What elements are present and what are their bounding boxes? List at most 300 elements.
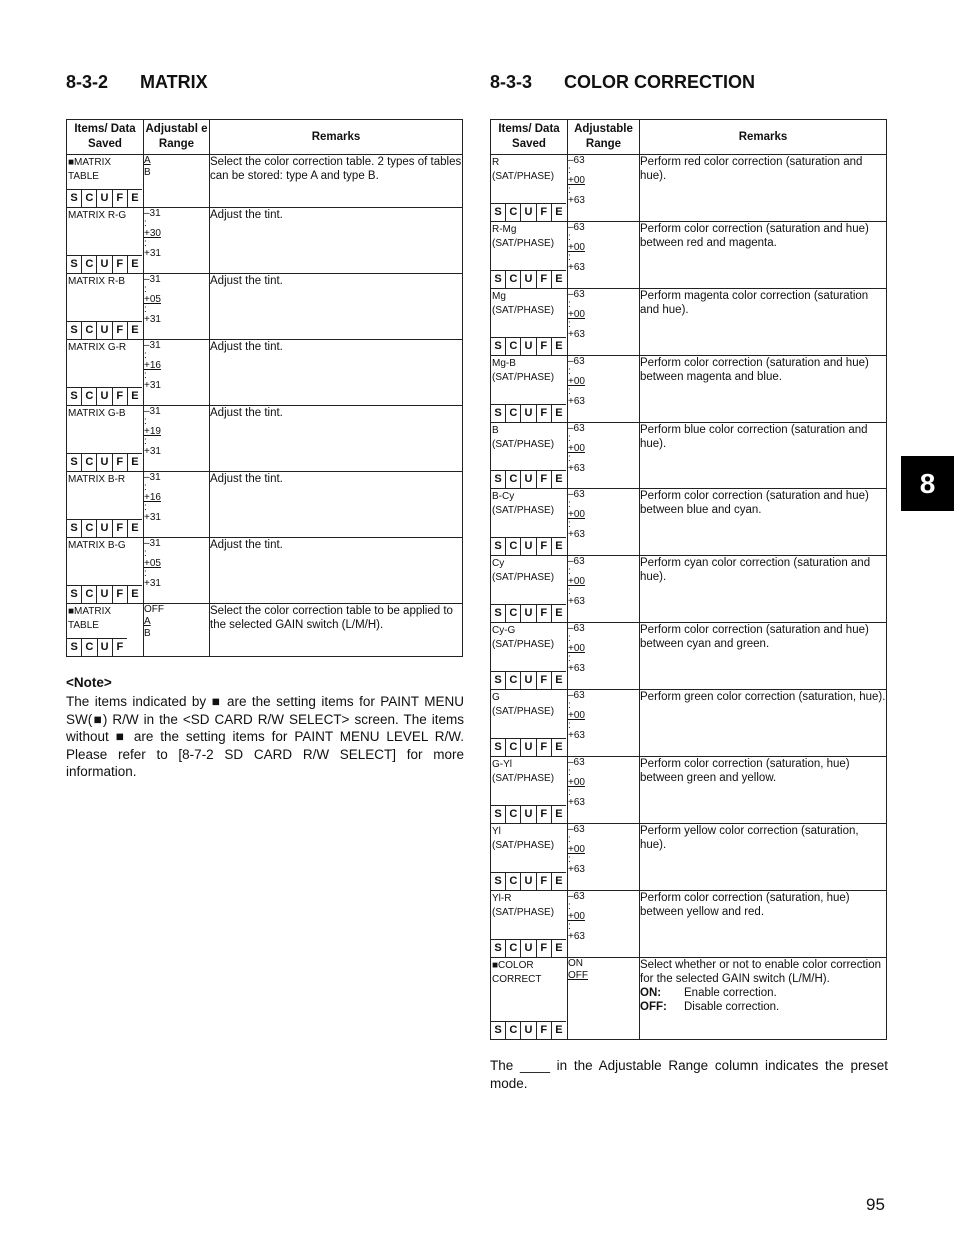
preset-mode-note: The ____ in the Adjustable Range column indicates the preset mode. <box>490 1058 888 1091</box>
remarks-option <box>640 986 886 1000</box>
item-name-line: R <box>492 157 500 168</box>
range-cell <box>568 489 640 556</box>
range-value: B <box>144 167 151 178</box>
range-preset-value: +30 <box>144 228 161 239</box>
flag-e: E <box>555 473 563 485</box>
item-name-line: MATRIX B-R <box>68 474 126 485</box>
range-cell <box>568 824 640 891</box>
remarks-cell <box>210 274 463 340</box>
flag-s: S <box>67 256 82 273</box>
range-value: –31 <box>144 340 161 351</box>
range-preset-value: A <box>144 155 151 166</box>
flag-e: E <box>555 206 563 218</box>
item-cell <box>491 891 568 958</box>
item-name-line: (SAT/PHASE) <box>492 305 555 316</box>
data-saved-flags <box>491 872 566 890</box>
item-name-line: TABLE <box>68 620 99 631</box>
flag-s: S <box>491 338 506 355</box>
flag-c: C <box>506 739 521 756</box>
range-value: –63 <box>568 623 585 634</box>
item-name <box>67 538 143 553</box>
note-body: The items indicated by ■ are the setting items for PAINT MENU SW(■) R/W in the <SD CARD R/W SELECT> screen. The items without ■ are the setting items for PAINT MENU LEVEL R/W. Please refer to [8-7-2 SD CARD R/W SELECT] for more information. <box>66 694 464 779</box>
range-value: : <box>568 519 571 530</box>
item-name <box>67 472 143 487</box>
flag-e: E <box>131 522 139 534</box>
flag-u: U <box>521 739 536 756</box>
range-cell <box>144 406 210 472</box>
flag-e: E <box>555 808 563 820</box>
item-name-line: TABLE <box>68 171 99 182</box>
flag-s: S <box>491 940 506 957</box>
item-name-line: MATRIX R-B <box>68 276 126 287</box>
data-saved-flags <box>491 805 566 823</box>
option-key: ON: <box>640 987 662 999</box>
flag-e: E <box>555 607 563 619</box>
item-cell <box>67 274 144 340</box>
range-preset-value: +05 <box>144 294 161 305</box>
data-saved-flags <box>67 255 142 273</box>
item-name-line: MATRIX G-B <box>68 408 126 419</box>
range-value: –63 <box>568 489 585 500</box>
table-row <box>491 690 887 757</box>
range-value: : <box>568 787 571 798</box>
data-saved-flags <box>491 404 566 422</box>
range-value: : <box>568 165 571 176</box>
flag-u: U <box>521 271 536 288</box>
item-name-line: (SAT/PHASE) <box>492 372 555 383</box>
flag-u: U <box>521 873 536 890</box>
item-name-line: (SAT/PHASE) <box>492 907 555 918</box>
range-value: +63 <box>568 797 585 808</box>
range-value: +31 <box>144 578 161 589</box>
range-value: : <box>144 350 147 361</box>
flag-u: U <box>97 454 112 471</box>
flag-c: C <box>506 806 521 823</box>
remarks-cell <box>640 623 887 690</box>
remarks-text: Perform red color correction (saturation and hue). <box>640 156 863 182</box>
table-row <box>67 340 463 406</box>
range-cell <box>568 958 640 1040</box>
flag-u: U <box>97 256 112 273</box>
table-row <box>67 208 463 274</box>
range-value: –63 <box>568 222 585 233</box>
range-value: : <box>568 453 571 464</box>
flag-u: U <box>521 338 536 355</box>
remarks-cell <box>640 556 887 623</box>
header-range: Adjustabl e Range <box>144 120 210 155</box>
range-value: +63 <box>568 663 585 674</box>
table-row <box>67 538 463 604</box>
item-name <box>491 423 567 452</box>
range-value: +63 <box>568 262 585 273</box>
flag-c: C <box>82 190 97 207</box>
item-cell <box>67 406 144 472</box>
remarks-cell <box>640 958 887 1040</box>
range-value: : <box>144 304 147 315</box>
flag-c: C <box>506 271 521 288</box>
remarks-text: Perform green color correction (saturation, hue). <box>640 691 886 703</box>
chapter-tab: 8 <box>901 456 954 511</box>
item-cell <box>491 824 568 891</box>
flag-e: E <box>131 324 139 336</box>
item-name <box>491 489 567 518</box>
flag-e: E <box>131 456 139 468</box>
item-name <box>67 340 143 355</box>
data-saved-flags <box>67 519 142 537</box>
table-row <box>491 757 887 824</box>
flag-e: E <box>131 258 139 270</box>
remarks-text: Adjust the tint. <box>210 341 283 353</box>
section-number: 8-3-2 <box>66 72 109 92</box>
range-value: –31 <box>144 472 161 483</box>
flag-u: U <box>521 405 536 422</box>
flag-u: U <box>521 1022 536 1039</box>
range-value: –63 <box>568 556 585 567</box>
flag-f: F <box>537 940 552 957</box>
flag-e: E <box>555 340 563 352</box>
flag-u: U <box>521 538 536 555</box>
item-name-line: CORRECT <box>492 974 542 985</box>
remarks-text: Adjust the tint. <box>210 209 283 221</box>
flag-c: C <box>82 454 97 471</box>
range-preset-value: +00 <box>568 844 585 855</box>
flag-c: C <box>506 605 521 622</box>
flag-c: C <box>506 672 521 689</box>
item-name-line: Yl-R <box>492 893 512 904</box>
range-value: : <box>568 566 571 577</box>
flag-f: F <box>113 520 128 537</box>
flag-u: U <box>97 520 112 537</box>
item-cell <box>67 604 144 657</box>
item-name <box>67 604 143 633</box>
data-saved-flags <box>491 337 566 355</box>
flag-f: F <box>537 873 552 890</box>
flag-f: F <box>537 806 552 823</box>
range-value: : <box>144 238 147 249</box>
section-title-color-correction <box>490 72 755 93</box>
flag-s: S <box>67 639 82 656</box>
range-cell <box>568 222 640 289</box>
range-value: : <box>144 370 147 381</box>
range-cell <box>144 538 210 604</box>
flag-f: F <box>537 1022 552 1039</box>
flag-u: U <box>97 190 112 207</box>
range-value: +63 <box>568 195 585 206</box>
remarks-text: Perform cyan color correction (saturation and hue). <box>640 557 871 583</box>
range-value: –31 <box>144 274 161 285</box>
item-name-line: (SAT/PHASE) <box>492 505 555 516</box>
remarks-text: Perform color correction (saturation and hue) between blue and cyan. <box>640 490 869 516</box>
table-row <box>67 472 463 538</box>
data-saved-flags <box>67 638 127 656</box>
item-cell <box>491 623 568 690</box>
range-value: : <box>568 633 571 644</box>
data-saved-flags <box>67 453 142 471</box>
range-value: –63 <box>568 155 585 166</box>
range-preset-value: +16 <box>144 360 161 371</box>
remarks-text: Perform color correction (saturation, hue) between yellow and red. <box>640 892 850 918</box>
table-row <box>491 155 887 222</box>
item-name-line: (SAT/PHASE) <box>492 639 555 650</box>
item-cell <box>67 340 144 406</box>
range-preset-value: +00 <box>568 175 585 186</box>
item-name <box>491 289 567 318</box>
range-value: +31 <box>144 512 161 523</box>
range-value: +31 <box>144 446 161 457</box>
range-value: : <box>568 921 571 932</box>
item-cell <box>491 155 568 222</box>
item-name <box>67 274 143 289</box>
range-cell <box>144 155 210 208</box>
table-row <box>491 824 887 891</box>
flag-c: C <box>506 1022 521 1039</box>
flag-c: C <box>506 405 521 422</box>
data-saved-flags <box>67 189 142 207</box>
table-row <box>491 958 887 1040</box>
item-name-line: (SAT/PHASE) <box>492 706 555 717</box>
range-value: +63 <box>568 931 585 942</box>
range-value: +31 <box>144 314 161 325</box>
range-preset-value: OFF <box>568 970 588 981</box>
flag-c: C <box>506 538 521 555</box>
flag-c: C <box>82 388 97 405</box>
flag-e: E <box>555 1024 563 1036</box>
flag-s: S <box>491 271 506 288</box>
range-preset-value: +00 <box>568 376 585 387</box>
flag-e: E <box>555 407 563 419</box>
flag-u: U <box>97 322 112 339</box>
range-value: : <box>568 185 571 196</box>
range-value: +63 <box>568 396 585 407</box>
item-name <box>491 623 567 652</box>
flag-s: S <box>491 873 506 890</box>
flag-f: F <box>537 405 552 422</box>
color-correction-table <box>490 119 887 1040</box>
flag-s: S <box>491 605 506 622</box>
table-row <box>491 423 887 489</box>
range-preset-value: +00 <box>568 309 585 320</box>
range-value: +63 <box>568 596 585 607</box>
range-cell <box>144 208 210 274</box>
range-value: : <box>144 502 147 513</box>
flag-c: C <box>82 586 97 603</box>
remarks-cell <box>640 891 887 958</box>
header-items: Items/ Data Saved <box>491 120 568 155</box>
data-saved-flags <box>491 1021 566 1039</box>
flag-e: E <box>131 192 139 204</box>
item-name-line: MATRIX R-G <box>68 210 127 221</box>
flag-e: E <box>555 273 563 285</box>
data-saved-flags <box>491 203 566 221</box>
table-row <box>491 356 887 423</box>
remarks-text: Perform color correction (saturation, hue) between green and yellow. <box>640 758 850 784</box>
range-value: –63 <box>568 423 585 434</box>
table-row <box>67 155 463 208</box>
flag-f: F <box>537 605 552 622</box>
table-row <box>491 489 887 556</box>
remarks-cell <box>640 489 887 556</box>
item-name-line: ■MATRIX <box>68 157 112 168</box>
range-cell <box>144 604 210 657</box>
flag-u: U <box>521 471 536 488</box>
flag-f: F <box>537 471 552 488</box>
flag-u: U <box>98 639 113 656</box>
item-name-line: (SAT/PHASE) <box>492 171 555 182</box>
data-saved-flags <box>67 387 142 405</box>
range-value: : <box>568 366 571 377</box>
item-name-line: (SAT/PHASE) <box>492 572 555 583</box>
remarks-text: Adjust the tint. <box>210 275 283 287</box>
remarks-cell <box>640 824 887 891</box>
flag-c: C <box>506 873 521 890</box>
table-row <box>67 406 463 472</box>
flag-s: S <box>67 520 82 537</box>
item-cell <box>491 958 568 1040</box>
range-value: : <box>568 499 571 510</box>
range-cell <box>568 356 640 423</box>
table-row <box>491 222 887 289</box>
range-preset-value: +00 <box>568 443 585 454</box>
range-value: : <box>144 436 147 447</box>
table-row <box>491 289 887 356</box>
flag-s: S <box>491 739 506 756</box>
range-value: : <box>568 720 571 731</box>
flag-s: S <box>491 538 506 555</box>
remarks-text: Select whether or not to enable color correction for the selected GAIN switch (L/M/H). <box>640 959 881 985</box>
remarks-text: Perform blue color correction (saturation and hue). <box>640 424 868 450</box>
range-value: : <box>568 433 571 444</box>
range-value: : <box>144 482 147 493</box>
matrix-table <box>66 119 463 657</box>
item-name-line: (SAT/PHASE) <box>492 773 555 784</box>
remarks-cell <box>640 155 887 222</box>
flag-s: S <box>67 322 82 339</box>
section-title-matrix <box>66 72 208 93</box>
note-title: <Note> <box>66 675 112 690</box>
flag-f: F <box>537 204 552 221</box>
range-preset-value: +00 <box>568 643 585 654</box>
flag-e: E <box>555 942 563 954</box>
table-row <box>491 623 887 690</box>
remarks-cell <box>210 604 463 657</box>
data-saved-flags <box>491 604 566 622</box>
range-value: : <box>144 568 147 579</box>
range-value: +63 <box>568 329 585 340</box>
item-name-line: Cy <box>492 558 505 569</box>
data-saved-flags <box>491 537 566 555</box>
range-value: : <box>568 901 571 912</box>
flag-e: E <box>555 875 563 887</box>
range-value: –31 <box>144 538 161 549</box>
flag-s: S <box>491 1022 506 1039</box>
remarks-cell <box>210 155 463 208</box>
section-number: 8-3-3 <box>490 72 533 92</box>
item-name-line: Mg <box>492 291 506 302</box>
flag-s: S <box>491 204 506 221</box>
remarks-text: Select the color correction table. 2 types of tables can be stored: type A and type B. <box>210 156 462 182</box>
range-preset-value: +00 <box>568 777 585 788</box>
flag-c: C <box>506 338 521 355</box>
remarks-text: Adjust the tint. <box>210 473 283 485</box>
remarks-cell <box>210 340 463 406</box>
range-cell <box>144 340 210 406</box>
range-value: : <box>568 854 571 865</box>
range-value: : <box>144 548 147 559</box>
item-name-line: B <box>492 425 499 436</box>
flag-f: F <box>113 190 128 207</box>
item-cell <box>491 690 568 757</box>
item-name-line: (SAT/PHASE) <box>492 439 555 450</box>
flag-c: C <box>506 940 521 957</box>
range-value: : <box>144 416 147 427</box>
flag-s: S <box>67 190 82 207</box>
item-name <box>491 222 567 251</box>
range-value: +31 <box>144 248 161 259</box>
range-value: +63 <box>568 463 585 474</box>
header-remarks: Remarks <box>210 120 463 155</box>
flag-f: F <box>116 641 124 653</box>
flag-f: F <box>113 388 128 405</box>
item-cell <box>67 472 144 538</box>
item-cell <box>491 757 568 824</box>
data-saved-flags <box>491 671 566 689</box>
range-value: : <box>568 232 571 243</box>
flag-u: U <box>521 672 536 689</box>
remarks-cell <box>210 472 463 538</box>
range-cell <box>568 155 640 222</box>
section-name: MATRIX <box>140 72 208 92</box>
flag-s: S <box>491 405 506 422</box>
range-preset-value: +19 <box>144 426 161 437</box>
range-value: +63 <box>568 730 585 741</box>
flag-e: E <box>131 390 139 402</box>
item-cell <box>67 538 144 604</box>
data-saved-flags <box>491 939 566 957</box>
flag-c: C <box>82 639 97 656</box>
item-name <box>491 155 567 184</box>
item-name-line: R-Mg <box>492 224 517 235</box>
range-preset-value: +16 <box>144 492 161 503</box>
range-value: : <box>568 319 571 330</box>
table-row <box>67 604 463 657</box>
range-value: +31 <box>144 380 161 391</box>
remarks-cell <box>210 406 463 472</box>
table-row <box>491 556 887 623</box>
item-name-line: G <box>492 692 500 703</box>
range-value: : <box>568 700 571 711</box>
range-value: : <box>568 299 571 310</box>
flag-e: E <box>131 588 139 600</box>
range-cell <box>144 274 210 340</box>
range-cell <box>568 623 640 690</box>
remarks-text: Perform color correction (saturation and hue) between cyan and green. <box>640 624 869 650</box>
item-name <box>491 690 567 719</box>
remarks-cell <box>210 208 463 274</box>
flag-f: F <box>537 538 552 555</box>
range-value: –31 <box>144 406 161 417</box>
range-value: : <box>568 767 571 778</box>
item-name-line: Cy-G <box>492 625 516 636</box>
item-name-line: G-Yl <box>492 759 512 770</box>
range-cell <box>568 556 640 623</box>
data-saved-flags <box>67 585 142 603</box>
item-name-line: ■MATRIX <box>68 606 112 617</box>
page-number: 95 <box>866 1195 885 1214</box>
table-row <box>67 274 463 340</box>
flag-u: U <box>521 204 536 221</box>
remarks-cell <box>640 222 887 289</box>
remarks-option <box>640 1000 886 1014</box>
